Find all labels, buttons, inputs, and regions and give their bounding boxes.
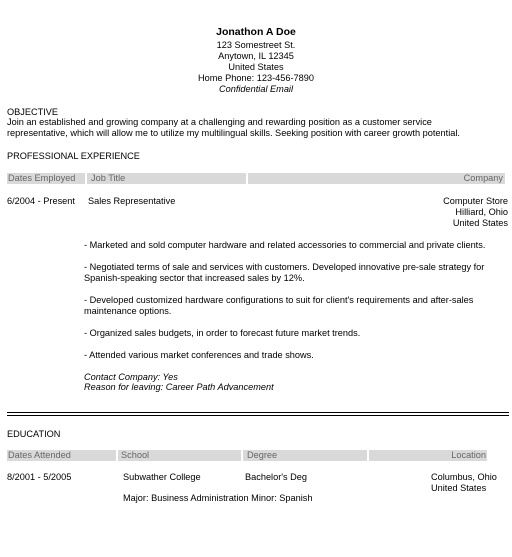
objective-line-2: representative, which will allow me to utilize my multilingual skills. Seeking position with career growth potential.	[7, 128, 460, 138]
objective-heading: OBJECTIVE	[7, 107, 59, 117]
phone: Home Phone: 123-456-7890	[198, 73, 314, 83]
contact-company: Contact Company: Yes	[84, 372, 178, 382]
experience-heading: PROFESSIONAL EXPERIENCE	[7, 151, 140, 161]
column-school: School	[121, 450, 150, 460]
job-bullet: - Organized sales budgets, in order to forecast future market trends.	[84, 328, 361, 338]
column-dates-employed: Dates Employed	[8, 173, 76, 183]
education-dates: 8/2001 - 5/2005	[7, 472, 72, 482]
address-country: United States	[228, 62, 284, 72]
section-divider	[7, 415, 509, 416]
job-bullet: - Negotiated terms of sale and services with customers. Developed innovative pre-sale strategy for Spanish-speaking sector that increased sales by 12%.	[84, 262, 485, 283]
address-line-1: 123 Somestreet St.	[216, 40, 296, 50]
education-location-city: Columbus, Ohio	[431, 472, 497, 482]
job-company-name: Computer Store	[443, 196, 508, 206]
column-degree: Degree	[247, 450, 278, 460]
reason-for-leaving: Reason for leaving: Career Path Advancement	[84, 382, 274, 392]
job-bullet: - Developed customized hardware configurations to suit for client's requirements and after-sales maintenance options.	[84, 295, 474, 316]
education-school: Subwather College	[123, 472, 201, 482]
education-location-country: United States	[431, 483, 487, 493]
address-line-2: Anytown, IL 12345	[218, 51, 294, 61]
education-major-minor: Major: Business Administration Minor: Spanish	[123, 493, 313, 503]
resume-name: Jonathon A Doe	[216, 26, 296, 38]
job-bullet: - Attended various market conferences and trade shows.	[84, 350, 314, 360]
job-company-city: Hilliard, Ohio	[455, 207, 508, 217]
education-heading: EDUCATION	[7, 429, 61, 439]
column-company: Company	[463, 173, 503, 183]
job-dates: 6/2004 - Present	[7, 196, 75, 206]
column-dates-attended: Dates Attended	[8, 450, 71, 460]
section-divider	[7, 412, 509, 413]
email: Confidential Email	[218, 84, 294, 94]
job-bullet: - Marketed and sold computer hardware and related accessories to commercial and private clients.	[84, 240, 486, 250]
column-job-title: Job Title	[91, 173, 126, 183]
job-title: Sales Representative	[88, 196, 176, 206]
job-company-country: United States	[452, 218, 508, 228]
education-degree: Bachelor's Deg	[245, 472, 308, 482]
objective-line-1: Join an established and growing company at a challenging and rewarding position as a customer service	[7, 117, 432, 127]
column-location: Location	[451, 450, 486, 460]
